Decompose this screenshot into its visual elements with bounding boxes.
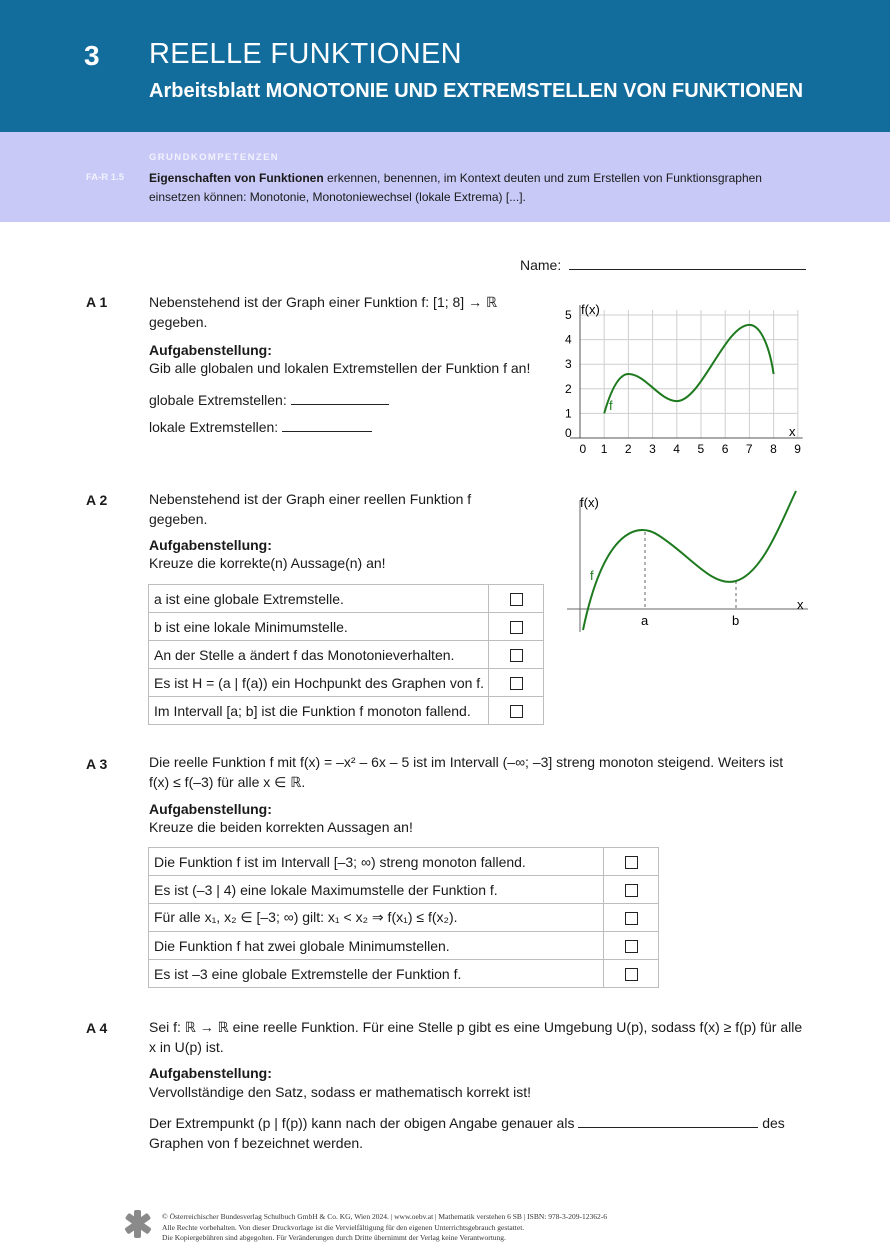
task-text-a2: Nebenstehend ist der Graph einer reellen Funktion f gegeben.	[149, 491, 472, 527]
task-text-a1: Nebenstehend ist der Graph einer Funktion f: [1; 8] → ℝ gegeben.	[149, 294, 498, 330]
name-label: Name:	[520, 257, 562, 273]
task-text-a3: Die reelle Funktion f mit f(x) = –x² – 6x – 5 ist im Intervall (–∞; –3] streng monoton steigend. Weiters ist f(x) ≤ f(–3) für alle x ∈ ℝ.	[149, 754, 784, 790]
option-row	[149, 904, 659, 932]
checkbox[interactable]	[625, 912, 638, 925]
task-number-a2: A 2	[86, 492, 108, 508]
graph-a1	[540, 296, 810, 466]
checkbox[interactable]	[510, 593, 523, 606]
graph-a2	[560, 485, 810, 635]
graph-a1-x-tick: 0	[579, 442, 587, 456]
graph-a1-y-tick: 4	[565, 332, 572, 347]
graph-a1-x-tick: 3	[649, 442, 656, 456]
competence-text-bold: Eigenschaften von Funktionen	[149, 171, 324, 185]
graph-a2-point-b: b	[732, 613, 740, 628]
instruction-heading-a1: Aufgabenstellung:	[149, 342, 272, 358]
checkbox[interactable]	[510, 649, 523, 662]
option-row	[149, 697, 544, 725]
option-label: a ist eine globale Extremstelle.	[149, 585, 489, 613]
option-row	[149, 932, 659, 960]
option-row	[149, 641, 544, 669]
option-row	[149, 848, 659, 876]
checkbox-table-a2	[148, 584, 544, 725]
answer-global-label: globale Extremstellen:	[149, 392, 287, 408]
instruction-heading-a3: Aufgabenstellung:	[149, 801, 272, 817]
name-line[interactable]	[569, 257, 806, 270]
option-label: Es ist (–3 | 4) eine lokale Maximumstelle der Funktion f.	[149, 876, 604, 904]
checkbox[interactable]	[510, 677, 523, 690]
graph-a1-x-tick: 8	[770, 442, 777, 456]
graph-a1-y-tick: 2	[565, 381, 572, 396]
sentence-a4	[149, 1113, 809, 1153]
competence-box	[0, 132, 890, 222]
competence-text	[149, 169, 789, 207]
option-row	[149, 585, 544, 613]
instruction-a4: Vervollständige den Satz, sodass er mathematisch korrekt ist!	[149, 1084, 532, 1100]
graph-a1-x-tick: 6	[721, 442, 729, 456]
competence-code: FA-R 1.5	[86, 172, 125, 183]
option-label: Für alle x₁, x₂ ∈ [–3; ∞) gilt: x₁ < x₂ ⇒ f(x₁) ≤ f(x₂).	[149, 904, 604, 932]
graph-a2-func-label: f	[590, 568, 594, 583]
sentence-a4-before: Der Extrempunkt (p | f(p)) kann nach der obigen Angabe genauer als	[149, 1115, 575, 1131]
graph-a1-y-tick: 5	[565, 308, 572, 322]
graph-a1-y-label: f(x)	[581, 302, 600, 317]
graph-a2-y-label: f(x)	[580, 495, 599, 510]
graph-a1-x-tick: 5	[697, 442, 705, 456]
option-label: b ist eine lokale Minimumstelle.	[149, 613, 489, 641]
graph-a1-x-tick: 1	[600, 442, 608, 456]
graph-a1-x-tick: 4	[673, 442, 680, 456]
instruction-a3: Kreuze die beiden korrekten Aussagen an!	[149, 819, 413, 835]
checkbox[interactable]	[625, 968, 638, 981]
instruction-a2: Kreuze die korrekte(n) Aussage(n) an!	[149, 555, 386, 571]
graph-a1-x-tick: 7	[745, 442, 753, 456]
checkbox[interactable]	[510, 621, 523, 634]
option-row	[149, 613, 544, 641]
task-text-a4: Sei f: ℝ → ℝ eine reelle Funktion. Für eine Stelle p gibt es eine Umgebung U(p), sodass f(x) ≥ f(p) für alle x in U(p) ist.	[149, 1019, 803, 1055]
answer-local-label: lokale Extremstellen:	[149, 419, 279, 435]
graph-a1-x-tick: 9	[794, 442, 801, 456]
graph-a2-x-label: x	[797, 597, 804, 612]
task-number-a4: A 4	[86, 1020, 108, 1036]
footer-text	[162, 1212, 607, 1244]
chapter-title: REELLE FUNKTIONEN	[149, 38, 462, 70]
footer-line: Alle Rechte vorbehalten. Von dieser Druckvorlage ist die Vervielfältigung für den eigenen Unterrichtsgebrauch gestattet.	[162, 1222, 525, 1232]
name-field[interactable]	[520, 257, 806, 273]
graph-a1-y-tick: 1	[565, 406, 572, 421]
sentence-a4-line2: Graphen von f bezeichnet werden.	[149, 1135, 364, 1151]
checkbox-table-a3	[148, 847, 659, 988]
competence-heading: GRUNDKOMPETENZEN	[149, 152, 280, 163]
answer-global-blank[interactable]	[291, 392, 389, 405]
option-label: Die Funktion f ist im Intervall [–3; ∞) streng monoton fallend.	[149, 848, 604, 876]
competence-text-rest: erkennen, benennen, im Kontext deuten und zum Erstellen von Funktionsgraphen einsetzen können: Monotonie, Monotoniewechsel (lokale Extrema) [...].	[149, 171, 762, 204]
graph-a1-grid	[570, 305, 803, 438]
instruction-a1: Gib alle globalen und lokalen Extremstellen der Funktion f an!	[149, 360, 531, 376]
answer-global-a1	[149, 390, 389, 410]
option-label: Im Intervall [a; b] ist die Funktion f monoton fallend.	[149, 697, 489, 725]
graph-a2-point-a: a	[641, 613, 649, 628]
option-label: Die Funktion f hat zwei globale Minimumstellen.	[149, 932, 604, 960]
instruction-heading-a4: Aufgabenstellung:	[149, 1065, 272, 1081]
checkbox[interactable]	[510, 705, 523, 718]
worksheet-title: Arbeitsblatt MONOTONIE UND EXTREMSTELLEN VON FUNKTIONEN	[149, 80, 804, 102]
checkbox[interactable]	[625, 940, 638, 953]
graph-a1-curve	[604, 325, 773, 414]
task-number-a1: A 1	[86, 294, 108, 310]
option-row	[149, 876, 659, 904]
graph-a1-x-tick: 2	[624, 442, 632, 456]
option-label: Es ist –3 eine globale Extremstelle der Funktion f.	[149, 960, 604, 988]
publisher-logo-icon	[122, 1208, 154, 1240]
sentence-a4-after: des	[762, 1115, 785, 1131]
footer-line: © Österreichischer Bundesverlag Schulbuch GmbH & Co. KG, Wien 2024. | www.oebv.at | Mathematik verstehen 6 SB | ISBN: 978-3-209-12362-6	[162, 1212, 607, 1221]
graph-a1-x-label: x	[789, 424, 796, 439]
checkbox[interactable]	[625, 856, 638, 869]
answer-local-blank[interactable]	[282, 419, 372, 432]
option-row	[149, 669, 544, 697]
graph-a1-func-label: f	[609, 398, 613, 413]
task-number-a3: A 3	[86, 756, 108, 772]
option-row	[149, 960, 659, 988]
instruction-heading-a2: Aufgabenstellung:	[149, 537, 272, 553]
option-label: An der Stelle a ändert f das Monotonieverhalten.	[149, 641, 489, 669]
sentence-a4-blank[interactable]	[578, 1115, 758, 1128]
footer-line: Die Kopiergebühren sind abgegolten. Für Veränderungen durch Dritte übernimmt der Verlag keine Verantwortung.	[162, 1233, 506, 1242]
graph-a1-y-tick: 0	[565, 426, 572, 440]
checkbox[interactable]	[625, 884, 638, 897]
option-label: Es ist H = (a | f(a)) ein Hochpunkt des Graphen von f.	[149, 669, 489, 697]
answer-local-a1	[149, 417, 372, 437]
chapter-number: 3	[84, 40, 100, 71]
graph-a1-y-tick: 3	[565, 357, 572, 372]
page-header	[0, 0, 890, 132]
